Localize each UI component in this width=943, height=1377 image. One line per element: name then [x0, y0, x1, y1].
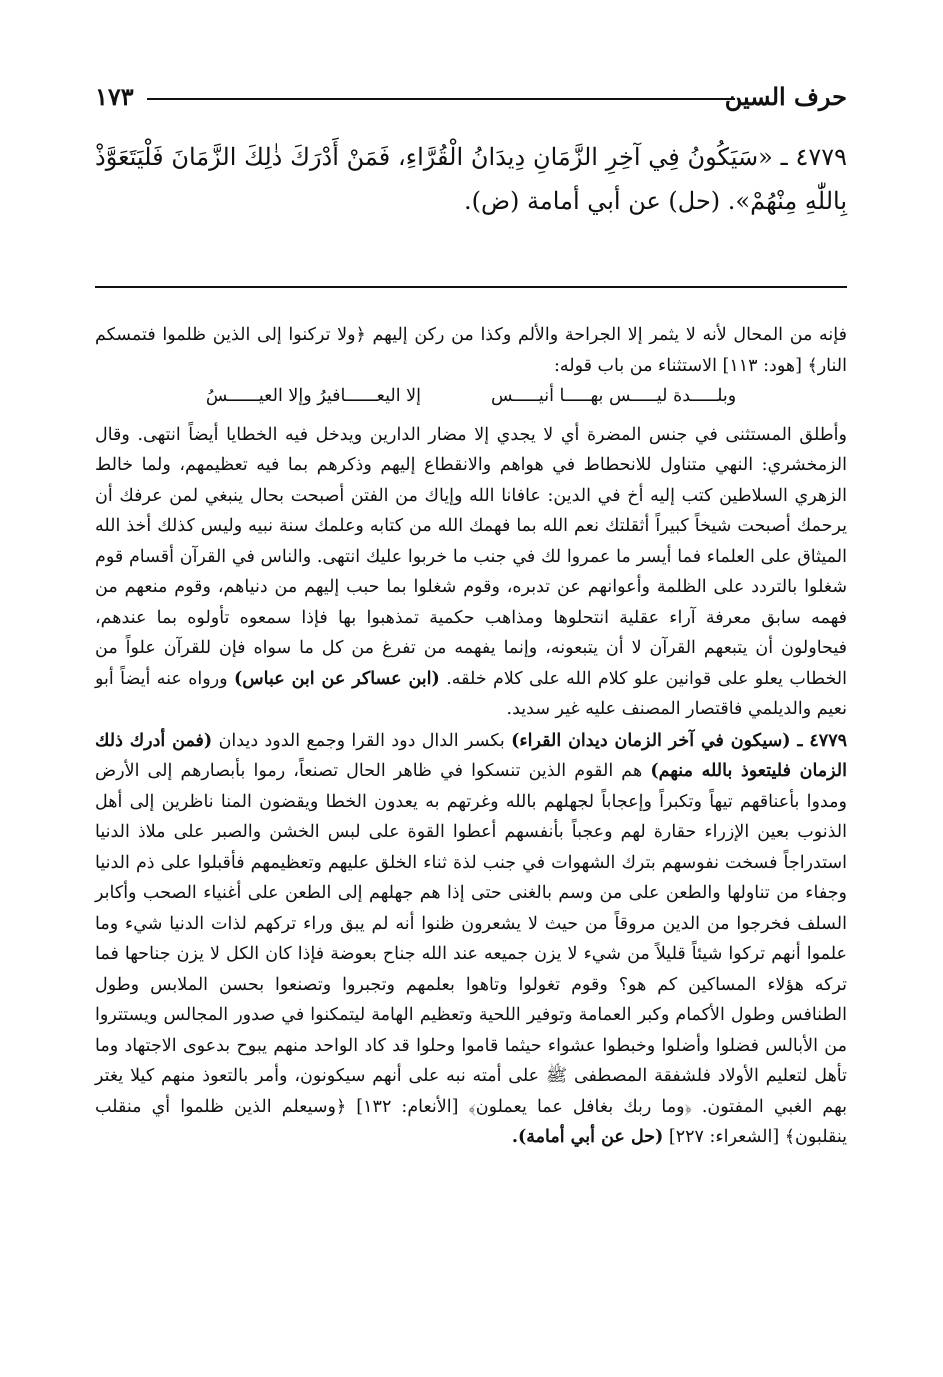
poetry-verse [95, 381, 847, 412]
page-header [95, 82, 847, 118]
section-divider [95, 286, 847, 288]
commentary-intro: فإنه من المحال لأنه لا يثمر إلا الجراحة والألم وكذا من ركن إليهم ﴿ولا تركنوا إلى الذين ظلموا فتمسكم النار﴾ [هود: ١١٣] الاستثناء من باب قوله: [95, 325, 847, 376]
hadith-text: ٤٧٧٩ ـ «سَيَكُونُ فِي آخِرِ الزَّمَانِ دِيدَانُ الْقُرَّاءِ، فَمَنْ أَدْرَكَ ذٰلِكَ الزَّمَانَ فَلْيَتَعَوَّذْ بِاللّٰهِ مِنْهُمْ». (حل) عن أبي أمامة (ض). [95, 143, 847, 215]
final-source-citation: (حل عن أبي أمامة). [511, 1127, 664, 1147]
commentary-paragraph [95, 420, 847, 725]
commentary [95, 320, 847, 1153]
hadith-heading: ٤٧٧٩ ـ (سيكون في آخر الزمان ديدان القراء) [511, 730, 848, 751]
commentary-paragraph-text: وأطلق المستثنى في جنس المضرة أي لا يجدي إلا مضار الدارين ويدخل فيه الخطايا أيضاً انتهى. وقال الزمخشري: النهي متناول للانحطاط في هواهم والانقطاع إليهم وذكرهم بما فيه تعظيمهم، ولما خالط الزهري السلاطين كتب إليه أخ في الدين: عافانا الله وإياك من الفتن أصبحت بحال ينبغي لمن عرفك أن يرحمك أصبحت شيخاً كبيراً أثقلتك نعم الله بما فهمك الله من كتابه وعلمك سنة نبيه وليس كذلك أخذ الله الميثاق على العلماء فما أيسر ما عمروا لك في جنب ما خربوا عليك انتهى. والناس في القرآن أقسام قوم شغلوا بالتردد على الظلمة وأعوانهم عن تدبره، وقوم شغلوا بما حبب إليهم من دنياهم، وقوم منعهم من فهمه سابق معرفة آراء عقلية انتحلوها ومذاهب حكمية تمذهبوا بها فإذا سمعوه تأولوه بما عندهم، فيحاولون أن يتبعهم القرآن لا أن يتبعونه، وإنما يفهمه من تفرغ من كل ما سواه فإن للقرآن علواً من الخطاب يعلو على قوانين علو كلام الله على كلام خلقه. [95, 424, 847, 689]
header-rule [147, 98, 735, 100]
hadith-explanation [95, 726, 847, 1153]
verse-second-hemistich: إلا اليعــــــافيرُ وإلا العيــــــسُ [205, 386, 421, 406]
explanation-body: هم القوم الذين تنسكوا في ظاهر الحال تصنعاً، رموا بأبصارهم إلى الأرض ومدوا بأعناقهم تيهاً وتكبراً وإعجاباً لجهلهم بالله وغرتهم به يعدون الخطا ويقضون المنا ناظرين إلى أهل الذنوب بعين الإزراء حقارة لهم وعجباً بأنفسهم أعطوا القوة على لبس الخشن والصبر على ملاذ الدنيا استدراجاً فسخت نفوسهم بترك الشهوات في جنب لذة ثناء الخلق عليهم وتعظيمهم فأقبلوا على ذم الدنيا وجفاء من تناولها والطعن على من وسم بالغنى حتى إذا هم جهلهم إلى الطعن على أغنياء الصحب وأكابر السلف فخرجوا من الدين مروقاً من حيث لا يشعرون ظنوا أنه لم يبق وراء تركهم لذات الدنيا شيء وما علموا أنهم تركوا شيئاً قليلاً من شيء لا يزن جميعه عند الله جناح بعوضة فإذا كان الكل لا يزن جناحها فما تركه هؤلاء المساكين كم هو؟ وقوم تغولوا وتاهوا بعلمهم وتجبروا وتصنعوا بحسن الملابس وطول الطنافس وطول الأكمام وكبر العمامة وتوفير اللحية وتعظيم الهامة ليتمكنوا في صدور المجالس ويستتروا من الأبالس فضلوا وأضلوا وخبطوا عشواء حيثما قاموا وحلوا قد كاد الواحد منهم يبوح بدعوى الاجتهاد وما تأهل لتعليم الأولاد فلشفقة المصطفى ﷺ على أمته نبه على أنهم سيكونون، وأمر بالتعوذ منهم كيلا يغتر بهم الغبي المفتون. ﴿وما ربك بغافل عما يعملون﴾ [الأنعام: ١٣٢] ﴿وسيعلم الذين ظلموا أي منقلب ينقلبون﴾ [الشعراء: ٢٢٧] [95, 761, 848, 1147]
explanation-gloss: بكسر الدال دود القرا وجمع الدود ديدان [218, 730, 505, 751]
verse-first-hemistich: وبلـــــدة ليـــــس بهـــــا أنيـــــس [490, 386, 737, 406]
chapter-title: حرف السين [724, 82, 847, 111]
hadith-continuation: (فمن أدرك ذلك الزمان فليتعوذ بالله منهم) [95, 730, 847, 781]
commentary-paragraph-tail: ورواه عنه أيضاً أبو نعيم والديلمي فاقتصار المصنف عليه غير سديد. [95, 668, 847, 719]
page-number: ١٧٣ [95, 82, 134, 111]
source-citation: (ابن عساكر عن ابن عباس) [234, 668, 440, 689]
